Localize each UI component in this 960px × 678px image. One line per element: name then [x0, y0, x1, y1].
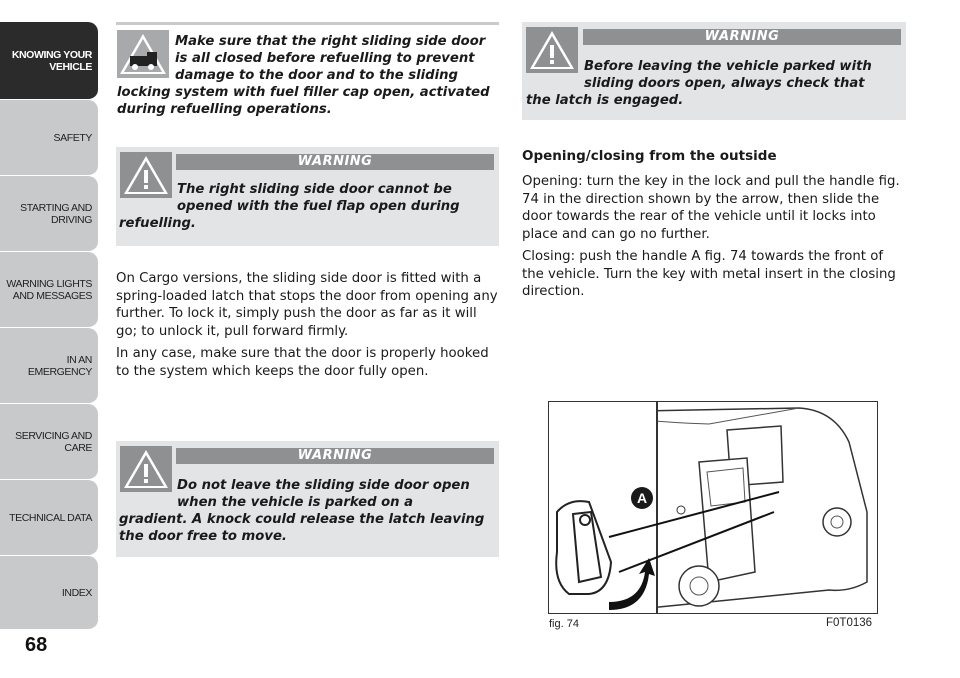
warning-title: WARNING [176, 448, 494, 464]
warning-title: WARNING [583, 29, 901, 45]
figure-code: F0T0136 [826, 617, 873, 629]
warning-text-line: when the vehicle is parked on a [177, 495, 414, 510]
section-heading: Opening/closing from the outside [522, 148, 777, 164]
paragraph: On Cargo versions, the sliding side door is fitted with a spring-loaded latch that stops the door from opening any further. To lock it, simply push the door as far as it will go; to unlock it, pull forward firmly. [116, 271, 498, 339]
tab-label: STARTING AND DRIVING [20, 201, 92, 226]
tab-servicing-and-care[interactable] [0, 404, 98, 480]
warning-text-line: The right sliding side door cannot be [177, 182, 452, 197]
tab-label: TECHNICAL DATA [9, 511, 92, 524]
warning-triangle-icon [120, 152, 172, 198]
van-illustration [549, 402, 877, 613]
warning-text-line: refuelling. [119, 216, 196, 231]
paragraph: In any case, make sure that the door is properly hooked to the system which keeps the door fully open. [116, 346, 489, 379]
tab-label: INDEX [61, 586, 92, 599]
warning-triangle-icon [526, 27, 578, 73]
note-text-line: locking system with fuel filler cap open, activated [117, 85, 490, 100]
figure-caption: fig. 74 [549, 618, 579, 630]
warning-triangle-icon [120, 446, 172, 492]
body-text-right [522, 173, 906, 306]
note-text-line: Make sure that the right sliding side door [175, 34, 486, 49]
warning-text-line: opened with the fuel flap open during [177, 199, 460, 214]
figure-sliding-door [548, 401, 878, 614]
page-number: 68 [25, 634, 48, 656]
body-text-left [116, 270, 498, 385]
warning-title: WARNING [176, 154, 494, 170]
divider [116, 22, 499, 25]
tab-label: SAFETY [53, 131, 92, 144]
tab-label: WARNING LIGHTS AND MESSAGES [6, 277, 92, 302]
van-refuel-icon [117, 30, 169, 78]
warning-text-line: the door free to move. [119, 529, 287, 544]
note-text-line: is all closed before refuelling to prevent [175, 51, 475, 66]
warning-text-line: sliding doors open, always check that [584, 76, 865, 91]
paragraph: Closing: push the handle A fig. 74 towards the front of the vehicle. Turn the key with metal insert in the closing direction. [522, 249, 896, 299]
note-text-line: damage to the door and to the sliding [175, 68, 458, 83]
tab-label: KNOWING YOUR VEHICLE [11, 48, 92, 73]
tab-safety[interactable] [0, 100, 98, 176]
callout-a: A [631, 487, 653, 509]
tab-starting-and-driving[interactable] [0, 176, 98, 252]
warning-text-line: gradient. A knock could release the latch leaving [119, 512, 485, 527]
tab-warning-lights[interactable] [0, 252, 98, 328]
tab-index[interactable] [0, 556, 98, 630]
tab-label: SERVICING AND CARE [15, 429, 92, 454]
warning-text-line: Before leaving the vehicle parked with [584, 59, 872, 74]
tab-technical-data[interactable] [0, 480, 98, 556]
tab-knowing-your-vehicle[interactable] [0, 22, 98, 100]
tab-in-an-emergency[interactable] [0, 328, 98, 404]
tab-label: IN AN EMERGENCY [27, 353, 92, 378]
note-text-line: during refuelling operations. [117, 102, 332, 117]
paragraph: Opening: turn the key in the lock and pull the handle fig. 74 in the direction shown by the arrow, then slide the door towards the rear of the vehicle until it locks into place and can go no further. [522, 174, 900, 242]
warning-text-line: the latch is engaged. [526, 93, 684, 108]
warning-text-line: Do not leave the sliding side door open [177, 478, 470, 493]
